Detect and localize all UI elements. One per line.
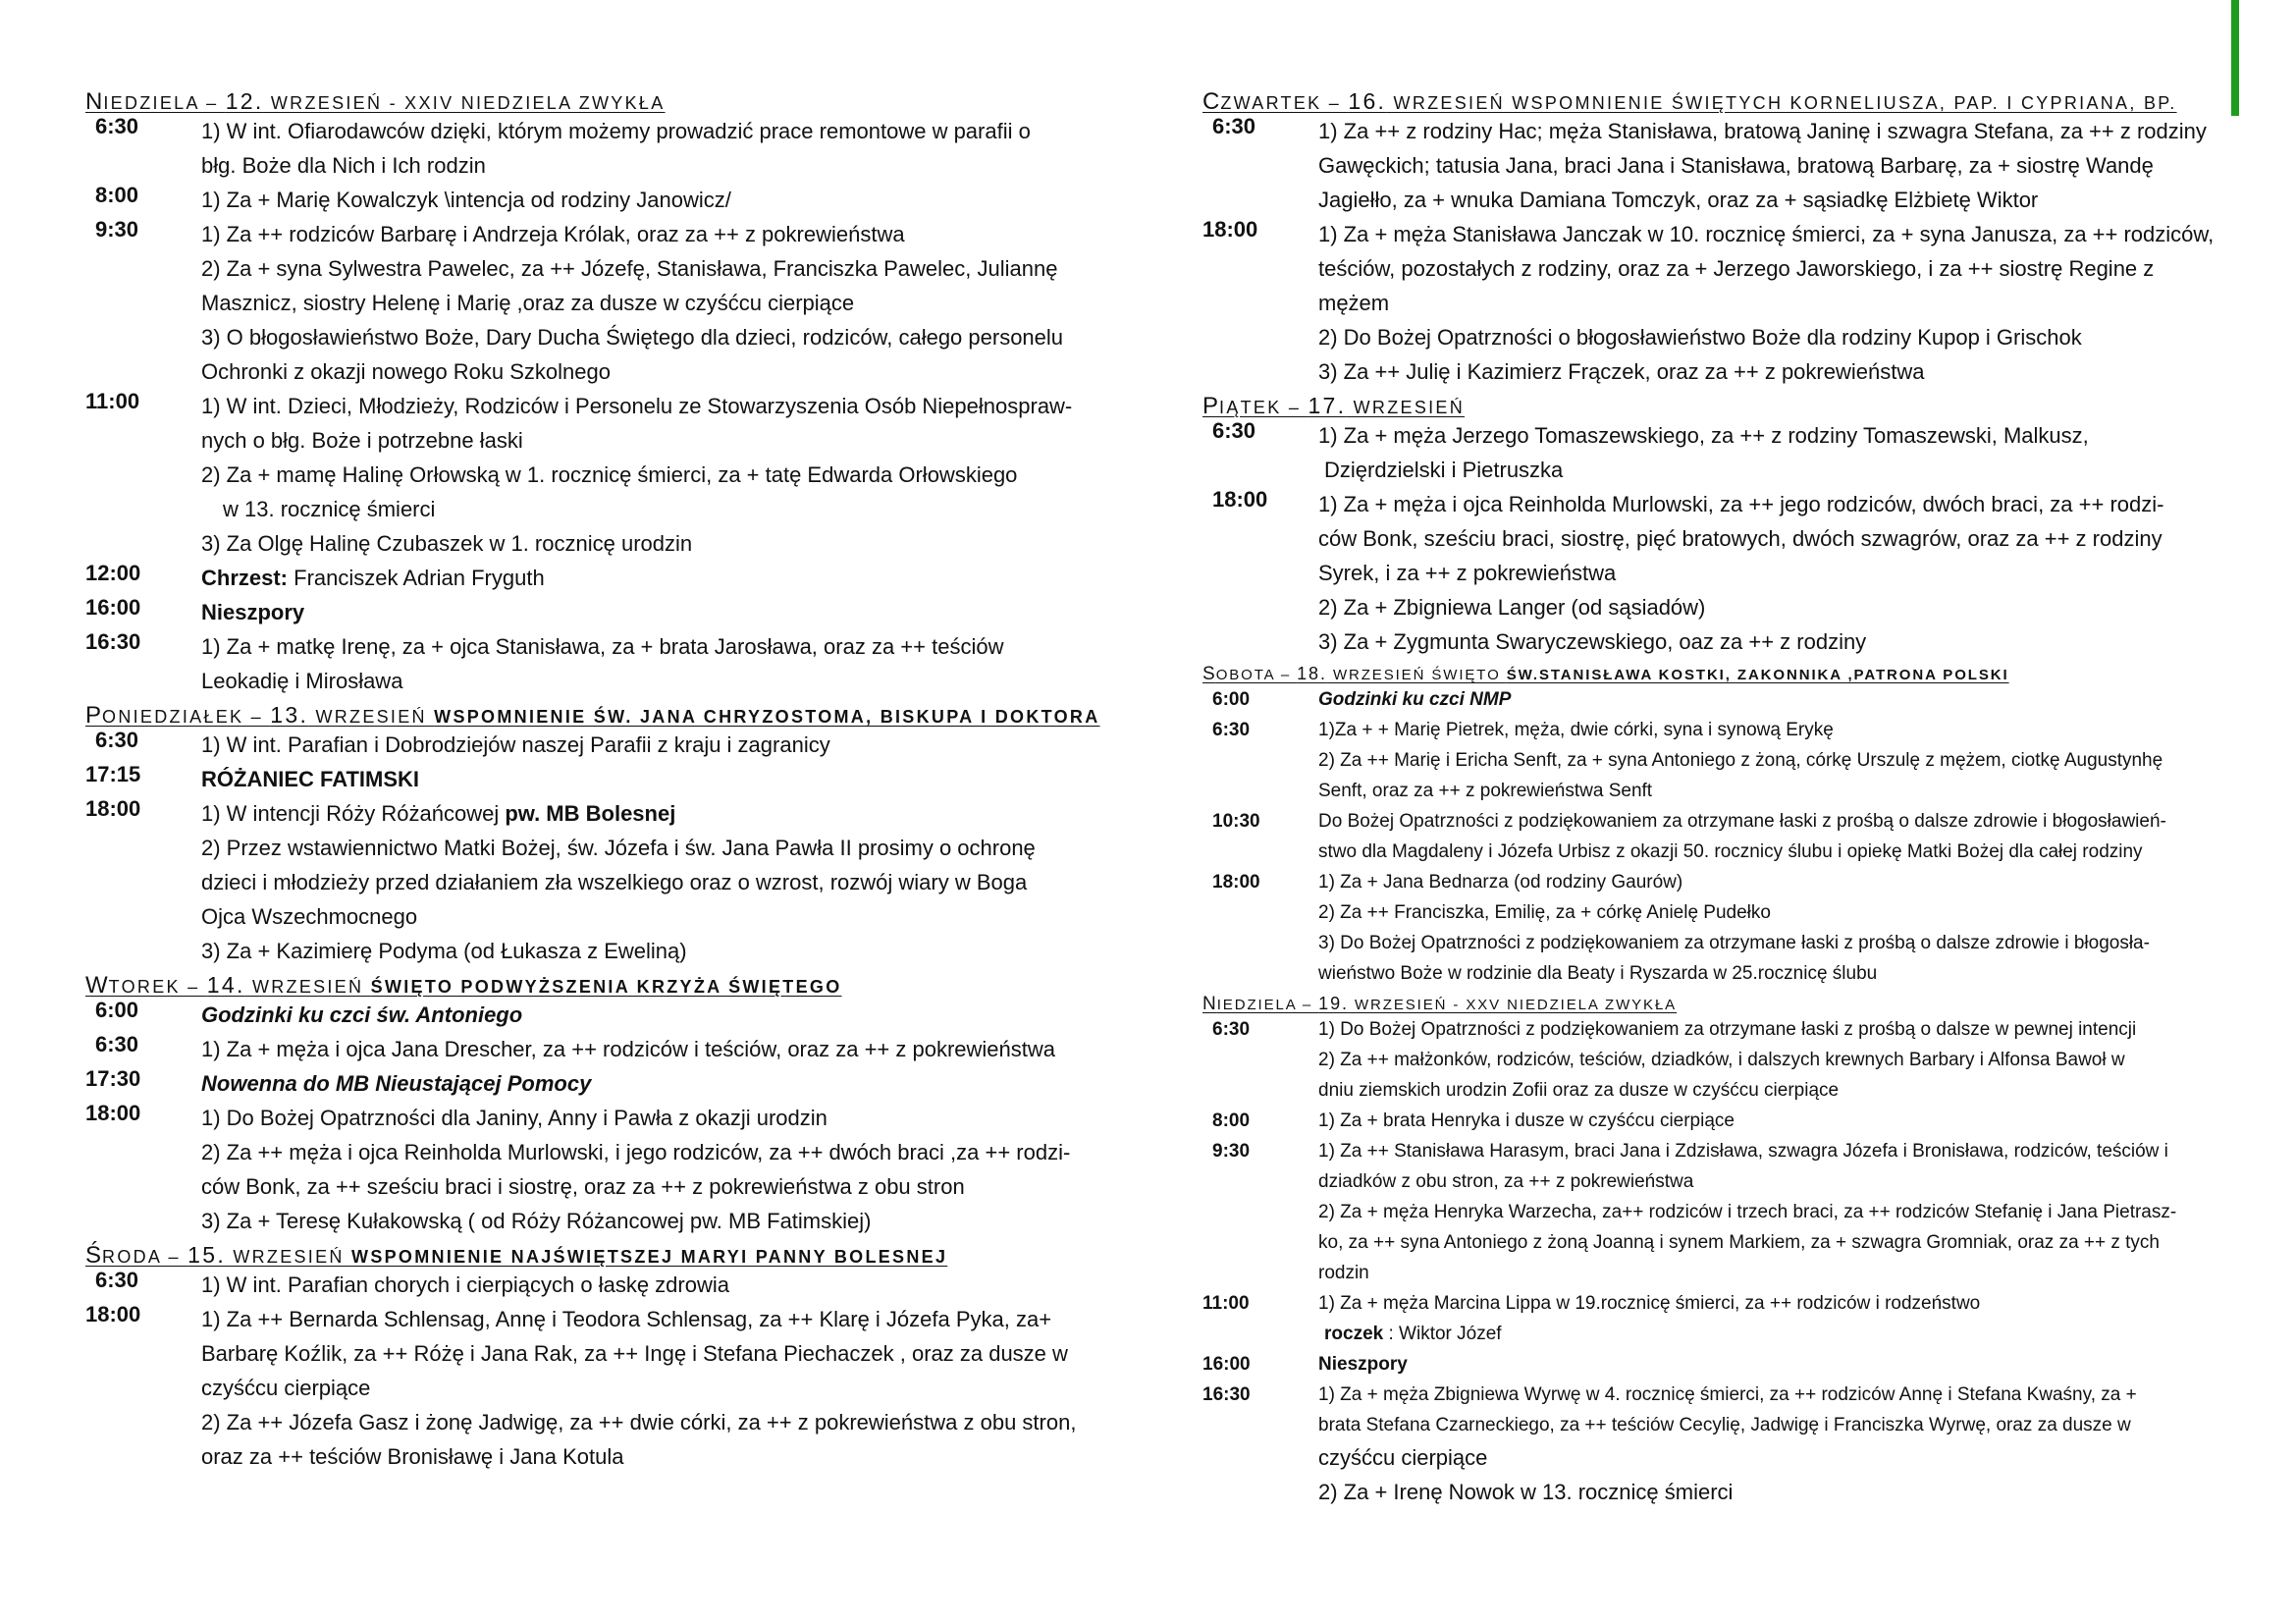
intention-text: Syrek, i za ++ z pokrewieństwa — [1318, 561, 1617, 585]
intention-line — [201, 1135, 1101, 1169]
intention-line — [201, 320, 1101, 354]
mass-intentions — [201, 183, 1101, 217]
intention-text: 1) Za ++ Bernarda Schlensag, Annę i Teodora Schlensag, za ++ Klarę i Józefa Pyka, za+ — [201, 1307, 1052, 1331]
mass-time: 16:30 — [85, 629, 141, 654]
mass-time: 6:30 — [95, 1268, 139, 1292]
intention-line — [1318, 1166, 2223, 1197]
mass-time: 6:00 — [1212, 689, 1251, 710]
mass-intentions — [1318, 1380, 2223, 1509]
mass-time: 18:00 — [1212, 487, 1268, 512]
intention-text: Do Bożej Opatrzności z podziękowaniem za otrzymane łaski z prośbą o dalsze zdrowie i błogosławień- — [1318, 811, 2166, 832]
mass-intentions — [201, 1101, 1101, 1238]
intention-line — [1318, 418, 2223, 453]
day-heading-part: IEDZIELA – — [103, 93, 226, 113]
intention-label: Chrzest: — [201, 566, 289, 590]
day-heading-part: N — [85, 88, 104, 115]
intention-line — [201, 1302, 1101, 1336]
mass-intentions — [201, 217, 1101, 389]
mass-intentions — [201, 728, 1101, 762]
intention-line — [1318, 776, 2223, 806]
day-heading-part: IĄTEK – — [1219, 398, 1308, 417]
intention-line — [1318, 286, 2223, 320]
mass-time: 6:30 — [1212, 114, 1256, 138]
green-accent-bar — [2231, 0, 2239, 116]
intention-line — [201, 183, 1101, 217]
day-heading-part: W — [85, 972, 109, 999]
day-heading-part: C — [1202, 88, 1221, 115]
intention-line — [1318, 715, 2223, 745]
intention-text: 1) Za + Marię Kowalczyk \intencja od rodziny Janowicz/ — [201, 188, 731, 212]
day-heading-part: 13. — [270, 702, 309, 728]
intention-text: stwo dla Magdaleny i Józefa Urbisz z okazji 50. rocznicy ślubu i opiekę Matki Bożej dla całej rodziny — [1318, 841, 2143, 862]
mass-intentions — [1318, 1106, 2223, 1136]
mass-intentions — [1318, 1014, 2223, 1106]
intention-text: Godzinki ku czci św. Antoniego — [201, 1002, 523, 1027]
day-heading-part: OBOTA – — [1215, 667, 1298, 683]
intention-line — [1318, 928, 2223, 958]
intention-line — [201, 831, 1101, 865]
mass-intentions — [201, 1032, 1101, 1066]
mass-intentions — [201, 762, 1101, 796]
day-heading — [85, 88, 1101, 114]
intention-line — [1318, 1475, 2223, 1509]
intention-text: Ochronki z okazji nowego Roku Szkolnego — [201, 359, 612, 384]
intention-line — [201, 286, 1101, 320]
intention-text: Ojca Wszechmocnego — [201, 904, 418, 929]
intention-line — [201, 1336, 1101, 1371]
day-heading — [85, 702, 1101, 728]
intention-line — [1318, 1075, 2223, 1106]
mass-entry — [1202, 217, 2223, 389]
intention-text: 2) Do Bożej Opatrzności o błogosławieństwo Boże dla rodziny Kupop i Grischok — [1318, 325, 2082, 350]
day-heading-part: ZWARTEK – — [1220, 93, 1349, 113]
intention-line — [1318, 867, 2223, 897]
intention-text: Senft, oraz za ++ z pokrewieństwa Senft — [1318, 781, 1653, 801]
intention-line — [1318, 1319, 2223, 1349]
intention-text: ko, za ++ syna Antoniego z żoną Joanną i synem Markiem, za + szwagra Gromniak, oraz za ++ z tych — [1318, 1232, 2161, 1253]
intention-text: Jagiełło, za + wnuka Damiana Tomczyk, oraz za + sąsiadkę Elżbietę Wiktor — [1318, 188, 2039, 212]
intention-line — [201, 148, 1101, 183]
intention-text: rodzin — [1318, 1263, 1369, 1283]
intention-text: 2) Za ++ Franciszka, Emilię, za + córkę Anielę Pudełko — [1318, 902, 1771, 923]
mass-entry — [85, 561, 1101, 595]
intention-text: RÓŻANIEC FATIMSKI — [201, 767, 420, 791]
mass-intentions — [1318, 1288, 2223, 1349]
day-heading — [1202, 88, 2223, 114]
mass-intentions — [1318, 867, 2223, 989]
mass-intentions — [201, 595, 1101, 629]
mass-entry — [85, 1268, 1101, 1302]
day-heading-part: S — [1202, 664, 1216, 684]
intention-text: Franciszek Adrian Fryguth — [288, 566, 545, 590]
day-heading-part: Ś — [85, 1242, 103, 1269]
intention-text: 1) W intencji Róży Różańcowej — [201, 801, 506, 826]
mass-time: 16:00 — [1202, 1354, 1251, 1375]
intention-text: 2) Za + Zbigniewa Langer (od sąsiadów) — [1318, 595, 1706, 620]
mass-time: 11:00 — [1202, 1293, 1250, 1314]
day-heading-part: WRZESIEŃ — [226, 1247, 352, 1267]
intention-text: 2) Za + męża Henryka Warzecha, za++ rodziców i trzech braci, za ++ rodziców Stefanię i Jana Pietrasz- — [1318, 1202, 2177, 1222]
day-heading-part: 17. — [1308, 393, 1347, 418]
intention-text: Gawęckich; tatusia Jana, braci Jana i Stanisława, bratową Barbarę, za + siostrę Wandę — [1318, 153, 2154, 178]
day-heading — [1202, 393, 2223, 418]
intention-line — [1318, 1227, 2223, 1258]
day-heading-part: 18. — [1297, 664, 1327, 683]
intention-text: 2) Za + syna Sylwestra Pawelec, za ++ Józefę, Stanisława, Franciszka Pawelec, Juliannę — [201, 256, 1058, 281]
intention-line — [201, 998, 1101, 1032]
intention-line — [201, 423, 1101, 458]
intention-line — [1318, 745, 2223, 776]
mass-intentions — [1318, 487, 2223, 659]
mass-intentions — [201, 389, 1101, 561]
intention-line — [201, 1371, 1101, 1405]
day-heading-part: N — [1202, 994, 1217, 1014]
mass-time: 6:30 — [95, 1032, 139, 1056]
mass-intentions — [1318, 217, 2223, 389]
day-heading — [1202, 993, 2223, 1014]
mass-entry — [1202, 806, 2223, 867]
intention-text: 1)Za + + Marię Pietrek, męża, dwie córki, syna i synową Erykę — [1318, 720, 1834, 740]
intention-line — [201, 1032, 1101, 1066]
mass-intentions — [1318, 1349, 2223, 1380]
day-heading-part: WSPOMNIENIE NAJŚWIĘTSZEJ MARYI PANNY BOLESNEJ — [351, 1247, 948, 1267]
intention-line — [1318, 114, 2223, 148]
intention-text: : Wiktor Józef — [1383, 1324, 1502, 1344]
mass-intentions — [1318, 806, 2223, 867]
mass-time: 11:00 — [85, 389, 140, 413]
mass-intentions — [1318, 684, 2223, 715]
mass-intentions — [1318, 1136, 2223, 1288]
intention-text: 2) Przez wstawiennictwo Matki Bożej, św. Józefa i św. Jana Pawła II prosimy o ochronę — [201, 836, 1036, 860]
intention-line — [201, 865, 1101, 899]
mass-time: 9:30 — [1212, 1141, 1251, 1162]
mass-time: 18:00 — [1202, 217, 1258, 242]
intention-line — [1318, 1014, 2223, 1045]
intention-text: 1) Za + Jana Bednarza (od rodziny Gaurów) — [1318, 872, 1683, 893]
day-heading-part: WSPOMNIENIE ŚW. JANA CHRYZOSTOMA, BISKUPA I DOKTORA — [434, 707, 1100, 727]
day-heading-part: ONIEDZIAŁEK – — [102, 707, 271, 727]
day-heading-part: ŚW.STANISŁAWA KOSTKI, ZAKONNIKA ,PATRONA POLSKI — [1506, 667, 2009, 683]
mass-entry — [85, 114, 1101, 183]
intention-text: 3) Za + Kazimierę Podyma (od Łukasza z Eweliną) — [201, 939, 687, 963]
mass-time: 16:30 — [1202, 1384, 1251, 1405]
intention-text: 1) Do Bożej Opatrzności dla Janiny, Anny i Pawła z okazji urodzin — [201, 1106, 828, 1130]
intention-text: 1) Za ++ z rodziny Hac; męża Stanisława, bratową Janinę i szwagra Stefana, za ++ z rodziny — [1318, 119, 2207, 143]
intention-line — [1318, 487, 2223, 521]
intention-text: 1) W int. Parafian chorych i cierpiących o łaskę zdrowia — [201, 1272, 729, 1297]
intention-line — [201, 899, 1101, 934]
intention-line — [1318, 684, 2223, 715]
intention-text: 1) Za + matkę Irenę, za + ojca Stanisława, za + brata Jarosława, oraz za ++ teściów — [201, 634, 1004, 659]
mass-entry — [1202, 715, 2223, 806]
mass-time: 16:00 — [85, 595, 141, 620]
intention-line — [1318, 1440, 2223, 1475]
intention-line — [201, 1204, 1101, 1238]
intention-bold: pw. MB Bolesnej — [505, 801, 676, 826]
mass-entry — [85, 1302, 1101, 1474]
mass-intentions — [201, 796, 1101, 968]
intention-text: 3) Za + Zygmunta Swaryczewskiego, oaz za ++ z rodziny — [1318, 629, 1867, 654]
intention-line — [1318, 320, 2223, 354]
mass-entry — [85, 728, 1101, 762]
intention-line — [1318, 1258, 2223, 1288]
intention-text: 1) Za + męża Marcina Lippa w 19.rocznicę śmierci, za ++ rodziców i rodzeństwo — [1318, 1293, 1981, 1314]
intention-text: nych o błg. Boże i potrzebne łaski — [201, 428, 523, 453]
intention-line — [1318, 1380, 2223, 1410]
intention-line — [1318, 806, 2223, 837]
mass-time: 6:30 — [1212, 418, 1256, 443]
mass-entry — [1202, 1288, 2223, 1349]
mass-time: 18:00 — [85, 796, 141, 821]
intention-line — [201, 796, 1101, 831]
mass-intentions — [1318, 418, 2223, 487]
intention-line — [1318, 958, 2223, 989]
intention-text: Nieszpory — [201, 600, 305, 624]
intention-line — [201, 389, 1101, 423]
mass-intentions — [201, 1302, 1101, 1474]
intention-text: 1) Za ++ Stanisława Harasym, braci Jana i Zdzisława, szwagra Józefa i Bronisława, rodziców, teściów i — [1318, 1141, 2168, 1162]
day-heading — [85, 972, 1101, 998]
intention-text: czyśćcu cierpiące — [1318, 1445, 1488, 1470]
mass-intentions — [201, 1066, 1101, 1101]
intention-text: brata Stefana Czarneckiego, za ++ teściów Cecylię, Jadwigę i Franciszka Wyrwę, oraz za dusze w — [1318, 1415, 2131, 1435]
intention-text: wieństwo Boże w rodzinie dla Beaty i Ryszarda w 25.rocznicę ślubu — [1318, 963, 1878, 984]
mass-entry — [1202, 867, 2223, 989]
intention-line — [1318, 897, 2223, 928]
intention-text: 1) W int. Ofiarodawców dzięki, którym możemy prowadzić prace remontowe w parafii o — [201, 119, 1031, 143]
mass-time: 8:00 — [1212, 1110, 1251, 1131]
mass-intentions — [201, 114, 1101, 183]
intention-line — [1318, 1349, 2223, 1380]
intention-text: 3) Za ++ Julię i Kazimierz Frączek, oraz za ++ z pokrewieństwa — [1318, 359, 1925, 384]
intention-line — [1318, 217, 2223, 251]
mass-entry — [85, 595, 1101, 629]
intention-line — [201, 458, 1101, 492]
intention-text: 1) Za ++ rodziców Barbarę i Andrzeja Królak, oraz za ++ z pokrewieństwa — [201, 222, 905, 246]
intention-text: w 13. rocznicę śmierci — [223, 497, 436, 521]
day-heading-part: IEDZIELA – — [1216, 997, 1319, 1013]
mass-time: 6:30 — [1212, 720, 1251, 740]
mass-entry — [85, 1066, 1101, 1101]
mass-time: 6:30 — [95, 114, 139, 138]
intention-line — [201, 354, 1101, 389]
intention-text: 1) W int. Parafian i Dobrodziejów naszej Parafii z kraju i zagranicy — [201, 732, 830, 757]
intention-text: oraz za ++ teściów Bronisławę i Jana Kotula — [201, 1444, 624, 1469]
intention-text: 1) Za + męża Jerzego Tomaszewskiego, za ++ z rodziny Tomaszewski, Malkusz, — [1318, 423, 2089, 448]
day-heading-part: WRZESIEŃ - XXV NIEDZIELA ZWYKŁA — [1348, 997, 1678, 1013]
intention-line — [1318, 837, 2223, 867]
mass-time: 6:00 — [95, 998, 139, 1022]
intention-line — [201, 492, 1101, 526]
mass-entry — [85, 796, 1101, 968]
intention-line — [201, 629, 1101, 664]
intention-line — [1318, 556, 2223, 590]
mass-entry — [1202, 1014, 2223, 1106]
intention-line — [201, 595, 1101, 629]
intention-text: ców Bonk, sześciu braci, siostrę, pięć bratowych, dwóch szwagrów, oraz za ++ z rodziny — [1318, 526, 2163, 551]
intention-line — [1318, 1410, 2223, 1440]
intention-line — [1318, 1045, 2223, 1075]
day-heading-part: TOREK – — [108, 977, 207, 997]
mass-time: 17:30 — [85, 1066, 141, 1091]
intention-text: mężem — [1318, 291, 1390, 315]
intention-text: 1) Za + męża Stanisława Janczak w 10. rocznicę śmierci, za + syna Janusza, za ++ rodziców, — [1318, 222, 2215, 246]
intention-line — [201, 1405, 1101, 1439]
intention-line — [201, 217, 1101, 251]
mass-entry — [1202, 114, 2223, 217]
intention-text: ców Bonk, za ++ sześciu braci i siostrę, oraz za ++ z pokrewieństwa z obu stron — [201, 1174, 965, 1199]
day-heading-part: WRZESIEŃ — [244, 977, 371, 997]
intention-line — [201, 114, 1101, 148]
day-heading-part: WRZESIEŃ - XXIV NIEDZIELA ZWYKŁA — [263, 93, 666, 113]
intention-text: 3) Do Bożej Opatrzności z podziękowaniem za otrzymane łaski z prośbą o dalsze zdrowie i błogosła- — [1318, 933, 2150, 953]
mass-entry — [85, 1032, 1101, 1066]
left-column — [85, 84, 1101, 1474]
intention-line — [201, 728, 1101, 762]
intention-line — [1318, 590, 2223, 624]
mass-entry — [1202, 1136, 2223, 1288]
mass-entry — [1202, 1349, 2223, 1380]
mass-time: 10:30 — [1212, 811, 1260, 832]
intention-line — [1318, 1136, 2223, 1166]
mass-entry — [85, 389, 1101, 561]
intention-line — [201, 251, 1101, 286]
intention-line — [201, 526, 1101, 561]
intention-line — [201, 934, 1101, 968]
intention-line — [201, 1169, 1101, 1204]
intention-text: 1) Za + brata Henryka i dusze w czyśćcu cierpiące — [1318, 1110, 1735, 1131]
mass-time: 8:00 — [95, 183, 139, 207]
intention-text: 2) Za + Irenę Nowok w 13. rocznicę śmierci — [1318, 1480, 1734, 1504]
intention-text: 2) Za ++ Marię i Ericha Senft, za + syna Antoniego z żoną, córkę Urszulę z mężem, ciotkę Augustynhę — [1318, 750, 2163, 771]
mass-time: 18:00 — [85, 1101, 141, 1125]
mass-intentions — [201, 1268, 1101, 1302]
mass-entry — [1202, 418, 2223, 487]
intention-text: Nowenna do MB Nieustającej Pomocy — [201, 1071, 592, 1096]
mass-entry — [85, 217, 1101, 389]
intention-text: 2) Za ++ Józefa Gasz i żonę Jadwigę, za ++ dwie córki, za ++ z pokrewieństwa z obu stron, — [201, 1410, 1077, 1435]
intention-text: 2) Za + mamę Halinę Orłowską w 1. rocznicę śmierci, za + tatę Edwarda Orłowskiego — [201, 462, 1018, 487]
intention-text: teściów, pozostałych z rodziny, oraz za + Jerzego Jaworskiego, i za ++ siostrę Regine z — [1318, 256, 2155, 281]
mass-time: 12:00 — [85, 561, 141, 585]
intention-line — [201, 1439, 1101, 1474]
intention-text: Barbarę Koźlik, za ++ Różę i Jana Rak, za ++ Ingę i Stefana Piechaczek , oraz za dusze w — [201, 1341, 1068, 1366]
intention-text: 1) Do Bożej Opatrzności z podziękowaniem za otrzymane łaski z prośbą o dalsze w pewnej intencji — [1318, 1019, 2137, 1040]
day-heading-part: WRZESIEŃ WSPOMNIENIE ŚWIĘTYCH KORNELIUSZA, PAP. I CYPRIANA, BP. — [1386, 93, 2177, 113]
mass-entry — [1202, 1380, 2223, 1509]
mass-time: 18:00 — [85, 1302, 141, 1326]
intention-text: Godzinki ku czci NMP — [1318, 689, 1512, 710]
mass-time: 6:30 — [1212, 1019, 1251, 1040]
intention-text: 3) O błogosławieństwo Boże, Dary Ducha Świętego dla dzieci, rodziców, całego personelu — [201, 325, 1064, 350]
intention-line — [201, 762, 1101, 796]
intention-line — [201, 561, 1101, 595]
day-heading-part: 12. — [225, 88, 264, 114]
intention-line — [201, 1101, 1101, 1135]
mass-entry — [85, 629, 1101, 698]
mass-intentions — [201, 998, 1101, 1032]
intention-text: dniu ziemskich urodzin Zofii oraz za dusze w czyśćcu cierpiące — [1318, 1080, 1840, 1101]
intention-text: Masznicz, siostry Helenę i Marię ,oraz za dusze w czyśćcu cierpiące — [201, 291, 855, 315]
intention-text: dzieci i młodzieży przed działaniem zła wszelkiego oraz o wzrost, rozwój wiary w Boga — [201, 870, 1028, 894]
day-heading-part: WRZESIEŃ ŚWIĘTO — [1326, 667, 1507, 683]
intention-line — [1318, 148, 2223, 183]
intention-text: 1) W int. Dzieci, Młodzieży, Rodziców i Personelu ze Stowarzyszenia Osób Niepełnospraw- — [201, 394, 1073, 418]
mass-entry — [85, 998, 1101, 1032]
intention-text: Dzięrdzielski i Pietruszka — [1324, 458, 1564, 482]
day-heading-part: WRZESIEŃ — [1346, 398, 1466, 417]
intention-text: czyśćcu cierpiące — [201, 1376, 371, 1400]
intention-line — [1318, 1288, 2223, 1319]
day-heading-part: 14. — [206, 972, 245, 998]
intention-text: Leokadię i Mirosława — [201, 669, 403, 693]
right-column — [1202, 84, 2223, 1509]
intention-text: 3) Za + Teresę Kułakowską ( od Róży Różancowej pw. MB Fatimskiej) — [201, 1209, 872, 1233]
mass-entry — [1202, 487, 2223, 659]
mass-intentions — [201, 629, 1101, 698]
day-heading-part: WRZESIEŃ — [308, 707, 435, 727]
intention-text: dziadków z obu stron, za ++ z pokrewieństwa — [1318, 1171, 1694, 1192]
intention-line — [1318, 521, 2223, 556]
intention-line — [1318, 183, 2223, 217]
intention-text: 1) Za + męża i ojca Reinholda Murlowski, za ++ jego rodziców, dwóch braci, za ++ rodzi- — [1318, 492, 2164, 516]
mass-intentions — [1318, 114, 2223, 217]
mass-intentions — [1318, 715, 2223, 806]
day-heading-part: 16. — [1348, 88, 1387, 114]
intention-line — [1318, 251, 2223, 286]
mass-time: 6:30 — [95, 728, 139, 752]
intention-text: błg. Boże dla Nich i Ich rodzin — [201, 153, 486, 178]
day-heading-part: 15. — [187, 1242, 227, 1268]
intention-line — [1318, 354, 2223, 389]
intention-text: 2) Za ++ małżonków, rodziców, teściów, dziadków, i dalszych krewnych Barbary i Alfonsa Bawoł w — [1318, 1050, 2125, 1070]
day-heading-part: P — [85, 702, 103, 729]
intention-text: Nieszpory — [1318, 1354, 1408, 1375]
mass-time: 18:00 — [1212, 872, 1260, 893]
intention-label: roczek — [1324, 1324, 1384, 1344]
intention-line — [1318, 1197, 2223, 1227]
day-heading — [1202, 663, 2223, 684]
intention-text: 1) Za + męża i ojca Jana Drescher, za ++ rodziców i teściów, oraz za ++ z pokrewieństwa — [201, 1037, 1056, 1061]
intention-line — [1318, 453, 2223, 487]
intention-text: 3) Za Olgę Halinę Czubaszek w 1. rocznicę urodzin — [201, 531, 693, 556]
mass-entry — [1202, 1106, 2223, 1136]
intention-line — [201, 1268, 1101, 1302]
day-heading — [85, 1242, 1101, 1268]
mass-entry — [85, 762, 1101, 796]
mass-time: 9:30 — [95, 217, 139, 242]
intention-line — [1318, 624, 2223, 659]
mass-entry — [1202, 684, 2223, 715]
day-heading-part: P — [1202, 393, 1220, 419]
intention-line — [1318, 1106, 2223, 1136]
day-heading-part: ŚWIĘTO PODWYŻSZENIA KRZYŻA ŚWIĘTEGO — [370, 977, 842, 997]
mass-entry — [85, 1101, 1101, 1238]
intention-line — [201, 664, 1101, 698]
intention-text: 1) Za + męża Zbigniewa Wyrwę w 4. rocznicę śmierci, za ++ rodziców Annę i Stefana Kwaśny, za + — [1318, 1384, 2137, 1405]
mass-time: 17:15 — [85, 762, 141, 786]
intention-line — [201, 1066, 1101, 1101]
intention-text: 2) Za ++ męża i ojca Reinholda Murlowski, i jego rodziców, za ++ dwóch braci ,za ++ rodzi- — [201, 1140, 1071, 1164]
day-heading-part: RODA – — [102, 1247, 188, 1267]
mass-intentions — [201, 561, 1101, 595]
day-heading-part: 19. — [1318, 994, 1349, 1013]
mass-entry — [85, 183, 1101, 217]
